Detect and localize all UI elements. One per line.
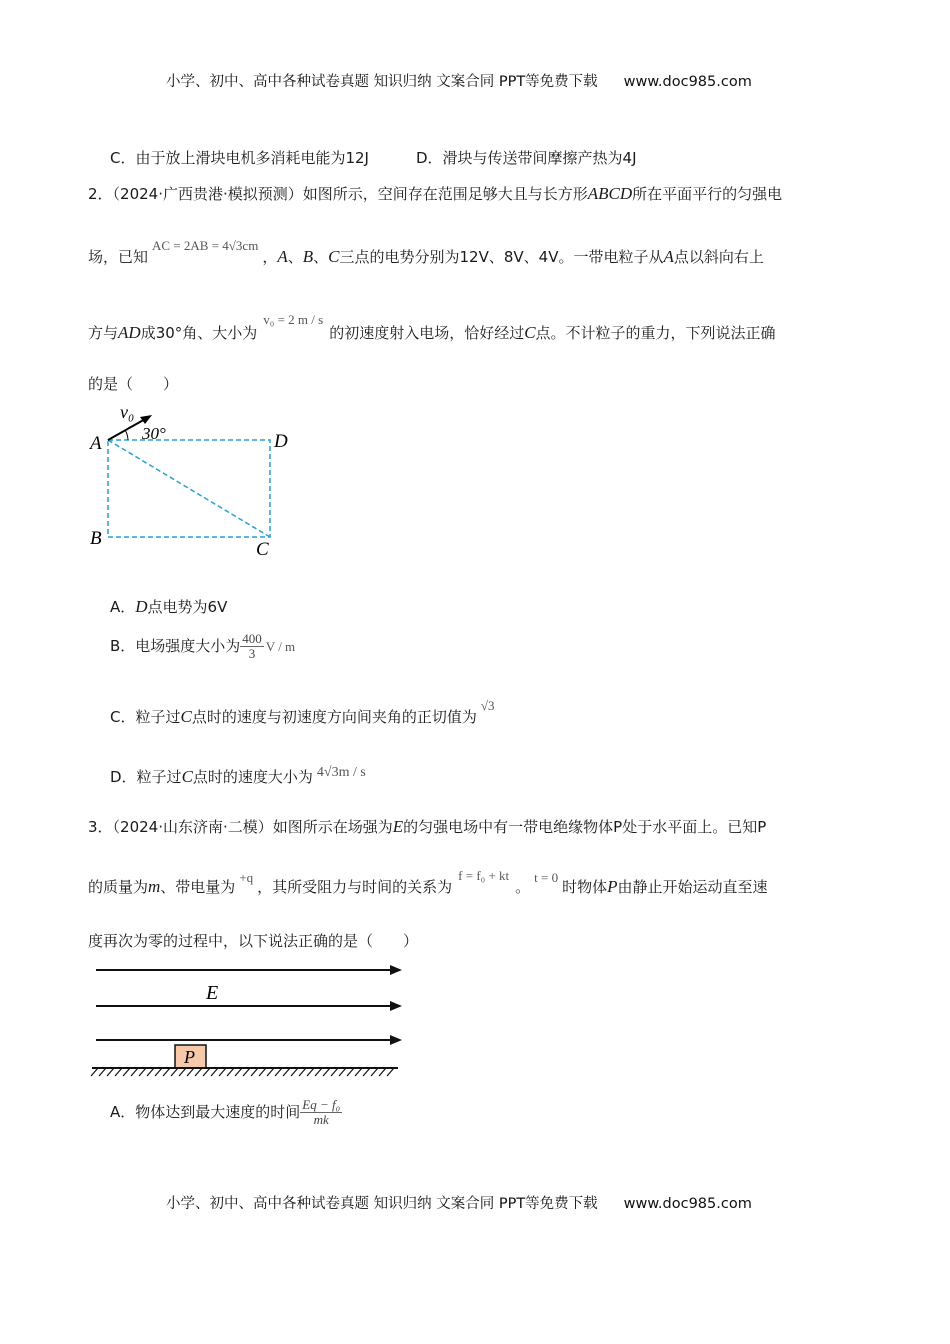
q1-option-d: D．滑块与传送带间摩擦产热为4J — [416, 149, 637, 167]
q2-point-a: A — [663, 247, 674, 266]
q2-source: （2024·广西贵港·模拟预测） — [112, 185, 303, 203]
q3-text: 如图所示在场强为 — [272, 818, 393, 836]
footer-text: 小学、初中、高中各种试卷真题 知识归纳 文案合同 PPT等免费下载 — [166, 1196, 598, 1212]
header-site-link[interactable]: www.doc985.com — [623, 74, 752, 90]
q3-fig-label-p: P — [184, 1047, 195, 1067]
page-footer — [166, 1192, 752, 1213]
q2-text: 所在平面平行的匀强电 — [632, 185, 783, 203]
q3-text: 。 — [515, 878, 531, 896]
q2-option-b — [110, 632, 295, 661]
fraction-denominator: mk — [313, 1112, 329, 1127]
q2-rectangle-figure — [84, 398, 304, 563]
q3-object-p: P — [607, 877, 618, 896]
q2-text: 成30°角、大小为 — [140, 324, 258, 342]
q2-point-d: D — [135, 597, 148, 616]
q2-text: 的初速度射入电场，恰好经过 — [329, 324, 525, 342]
q2-fig-label-d: D — [274, 431, 288, 452]
option-text: D．粒子过 — [110, 768, 182, 786]
q3-line-3: 度再次为零的过程中，以下说法正确的是（ ） — [88, 932, 419, 950]
q3-line-1 — [88, 816, 766, 837]
q2-option-d — [110, 766, 366, 787]
q2-text: 点以斜向右上 — [673, 248, 764, 266]
q2-velocity-arrowhead — [140, 415, 152, 424]
q2-line-1 — [88, 183, 782, 204]
q2-text: 如图所示，空间存在范围足够大且与长方形 — [302, 185, 588, 203]
q2-fig-label-a: A — [90, 433, 102, 454]
q3-source: （2024·山东济南·二模） — [112, 818, 273, 836]
q3-text: ，其所受阻力与时间的关系为 — [257, 878, 453, 896]
q2-option-a — [110, 596, 227, 617]
q3-arrowhead — [390, 965, 402, 975]
header-text: 小学、初中、高中各种试卷真题 知识归纳 文案合同 PPT等免费下载 — [166, 74, 598, 90]
option-text: 点时的速度与初速度方向间夹角的正切值为 — [191, 708, 477, 726]
q3-option-a — [110, 1098, 342, 1127]
q2-sqrt3: √3 — [480, 698, 495, 713]
q3-text: 时物体 — [562, 878, 608, 896]
q2-option-c — [110, 698, 495, 727]
fraction-numerator: 400 — [242, 631, 262, 646]
q3-time-formula: t = 0 — [534, 870, 559, 885]
q2-angle-arc — [125, 430, 128, 440]
q2-diagonal-ac — [108, 440, 270, 537]
q3-text: 的匀强电场中有一带电绝缘物体P处于水平面上。已知P — [403, 818, 767, 836]
q3-friction-formula: f = f₀ + kt — [458, 868, 510, 883]
q3-number: 3． — [88, 818, 113, 836]
q2-text: ， — [262, 248, 278, 266]
q2-condition-formula: AC = 2AB = 4√3cm — [152, 238, 259, 253]
q3-text: 、带电量为 — [160, 878, 236, 896]
q2-unit: V / m — [265, 639, 296, 654]
q2-segment-ad: AD — [118, 323, 141, 342]
q2-fig-label-b: B — [90, 528, 102, 549]
q2-abcd: ABCD — [587, 184, 633, 203]
q3-arrowhead — [390, 1035, 402, 1045]
q2-text: 方与 — [88, 324, 119, 342]
option-text: 点电势为6V — [147, 598, 228, 616]
q1-option-c: C．由于放上滑块电机多消耗电能为12J — [110, 149, 369, 167]
option-text: B．电场强度大小为 — [110, 637, 241, 655]
q2-point-c: C — [181, 767, 193, 786]
q2-point-c: C — [524, 323, 536, 342]
q3-text: 由静止开始运动直至速 — [617, 878, 768, 896]
q2-text: 、 — [313, 248, 329, 266]
q2-point-c: C — [180, 707, 192, 726]
q3-field-figure — [88, 958, 408, 1078]
q2-point-b: B — [302, 247, 314, 266]
q2-speed-formula: 4√3m / s — [316, 765, 366, 780]
page-header — [166, 70, 752, 91]
q2-fig-label-c: C — [256, 539, 269, 560]
q2-text: 场，已知 — [88, 248, 149, 266]
q3-line-2 — [88, 868, 768, 897]
q3-fig-label-e: E — [206, 982, 219, 1004]
q2-fig-v0: v₀ — [120, 402, 135, 422]
option-text: 点时的速度大小为 — [192, 768, 313, 786]
option-label: A． — [110, 598, 136, 616]
q3-charge-formula: +q — [239, 870, 254, 885]
q2-fig-angle: 30° — [142, 424, 166, 443]
q2-line-3 — [88, 312, 776, 343]
fraction-numerator: Eq − f₀ — [302, 1097, 341, 1112]
q2-text: 点。不计粒子的重力，下列说法正确 — [535, 324, 776, 342]
q2-point-a: A — [277, 247, 288, 266]
q3-arrowhead — [390, 1001, 402, 1011]
q2-fraction — [240, 632, 264, 661]
q2-number: 2． — [88, 185, 113, 203]
q2-text: 三点的电势分别为12V、8V、4V。一带电粒子从 — [339, 248, 664, 266]
q2-text: 、 — [287, 248, 303, 266]
option-text: C．粒子过 — [110, 708, 181, 726]
q3-mass-m: m — [148, 877, 161, 896]
q2-v0-formula: v₀ = 2 m / s — [263, 312, 324, 327]
q3-field-e: E — [392, 817, 404, 836]
footer-site-link[interactable]: www.doc985.com — [623, 1196, 752, 1212]
fraction-denominator: 3 — [248, 646, 256, 661]
q3-ground-hatch — [91, 1068, 394, 1076]
option-text: A．物体达到最大速度的时间 — [110, 1103, 301, 1121]
q2-line-4: 的是（ ） — [88, 375, 179, 393]
q2-line-2 — [88, 238, 764, 267]
q3-text: 的质量为 — [88, 878, 149, 896]
q3-fraction — [300, 1098, 342, 1127]
q2-point-c: C — [328, 247, 340, 266]
